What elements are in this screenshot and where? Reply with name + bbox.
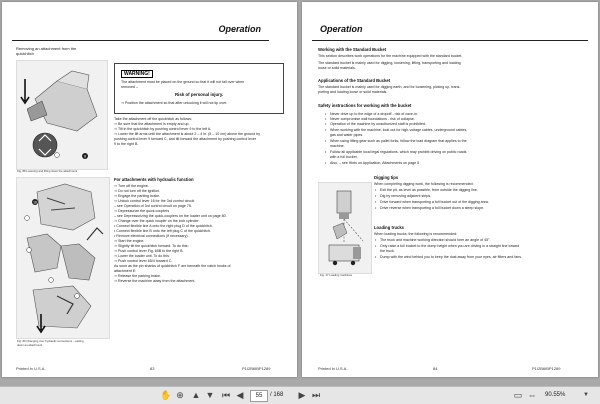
section-title: Working with the Standard Bucket <box>318 47 387 52</box>
prev-page-icon[interactable]: ◀ <box>236 390 244 400</box>
zoom-dropdown-icon[interactable]: ▼ <box>583 392 589 398</box>
section-title: Safety instructions for working with the bucket <box>318 103 412 108</box>
digging-bullet: • Dig by removing adjacent strips. <box>380 194 431 199</box>
footer-code: P1I2B6IBP1289 <box>532 366 561 371</box>
hand-tool-icon[interactable]: ✋ <box>160 390 172 400</box>
step-line: ⇒ Tilt in the quickhitch by pushing control lever 9 to the left A. <box>114 127 212 131</box>
hydraulic-step: ⇒ Start the engine. <box>114 239 145 243</box>
warning-box <box>114 63 284 114</box>
loading-bullet: • Only raise a full bucket to the dump height when you are driving in a straight line toward <box>380 244 519 249</box>
footer-printed: Printed in U.S.A. <box>318 366 348 371</box>
safety-bullet: • Never compromise wall foundations - risk of collapse. <box>330 117 415 122</box>
first-page-icon[interactable]: ⏮ <box>221 390 231 400</box>
zoom-level[interactable]: 90.55% <box>545 392 566 398</box>
viewer-toolbar <box>0 386 600 404</box>
page-header <box>312 22 588 41</box>
section-title: Applications of the Standard Bucket <box>318 78 391 83</box>
footer-printed: Printed in U.S.A. <box>16 366 46 371</box>
safety-bullet-cont: with a full bucket. <box>330 155 358 159</box>
loading-bullet-cont: the truck. <box>380 249 395 253</box>
digging-bullet: • Drive forward when transporting a full bucket out of the digging area. <box>380 200 489 205</box>
page-header <box>12 22 269 41</box>
fit-width-icon[interactable]: ⇔ <box>527 390 537 400</box>
svg-text:16: 16 <box>33 200 37 205</box>
header-title: Operation <box>218 24 261 34</box>
paragraph-line: The standard bucket is mainly used for digging, loosening, lifting, transporting and loading <box>318 61 461 65</box>
hydraulic-step: ⇒ Engage the parking brake. <box>114 194 161 198</box>
hydraulic-step: ⇒ Push control lever Fig. 65B to the right B. <box>114 249 184 253</box>
header-title: Operation <box>320 24 363 34</box>
subsection-title: Digging tips <box>374 175 399 180</box>
loading-bullet: • Dump with the wind behind you to keep the dust away from your eyes, air filters and fans. <box>380 255 522 260</box>
hydraulic-step: ⇒ Release the parking brake. <box>114 274 161 278</box>
safety-bullet: • Never drive up to the edge of a dropoff - risk of cave-in. <box>330 112 418 117</box>
safety-bullet: • Also, – see Hints on Application, Attachments on page 5 <box>330 161 419 166</box>
footer-code: P1I2B6IBP1289 <box>242 366 271 371</box>
svg-text:9: 9 <box>84 154 86 159</box>
hydraulic-step: ⇒ Change over the quick coupler on the lock cylinder: <box>114 219 200 223</box>
document-page-right <box>302 2 598 377</box>
paragraph-line: This section describes work operations for the machine equipped with the standard bucket. <box>318 54 463 58</box>
safety-bullet: • When working with the machine, look out for high-voltage cables, underground cables, <box>330 128 467 133</box>
hydraulic-step: – see Operation of 3rd control circuit on page 75. <box>114 204 192 208</box>
warning-text-cont: removed – <box>121 85 138 89</box>
total-pages: / 168 <box>270 392 284 398</box>
safety-bullet-cont: machine. <box>330 144 345 148</box>
paragraph-line: When completing digging work, the following is recommended: <box>374 182 474 186</box>
hydraulic-section-title: For attachments with hydraulic function <box>114 177 194 182</box>
section-title-cont: quickhitch <box>16 51 34 56</box>
hydraulic-step: ⇒ Turn off the engine. <box>114 184 149 188</box>
subsection-title: Loading trucks <box>374 225 405 230</box>
figure-hydraulic-connections <box>16 177 110 339</box>
figure-caption: Fig. 88 Lowering and lifting down the attachment <box>17 169 78 173</box>
hydraulic-step: attachment E: <box>114 269 137 273</box>
hydraulic-step: ⇒ Depressurize the quick couplers <box>114 209 170 213</box>
last-page-icon[interactable]: ⏭ <box>311 390 321 400</box>
loading-bullet: • The truck and machine working direction should form an angle of 45°. <box>380 238 491 243</box>
footer-page-number: 84 <box>433 366 438 371</box>
hydraulic-step: • Connect flexible line B onto the left plug C of the quickhitch. <box>114 229 211 233</box>
document-page-left <box>2 2 297 377</box>
step-line: pushing control lever 9 forward C, and tilt forward the attachment by pushing control lever <box>114 137 257 141</box>
paragraph-line: The standard bucket is mainly used for digging earth, and for loosening, picking up, trans- <box>318 85 461 89</box>
step-line: ⇒ Be sure that the attachment is empty and up. <box>114 122 190 126</box>
safety-bullet: • Follow all applicable local legal regulations, which may prohibit driving on public roads <box>330 150 466 155</box>
next-page-icon[interactable]: ▶ <box>298 390 306 400</box>
hydraulic-step: ⇒ Do not turn off the ignition. <box>114 189 161 193</box>
hydraulic-step: – see Depressurizing the quick-couplers on the loader unit on page 80. <box>114 214 227 218</box>
hydraulic-step: ⇒ Push control lever 65/4 forward C. <box>114 259 173 263</box>
paragraph-line: porting and loading loose or solid materials. <box>318 90 388 94</box>
hydraulic-step: ⇒ Unlock control lever 16 for the 3rd control circuit. <box>114 199 196 203</box>
page-up-icon[interactable]: ▲ <box>191 390 201 400</box>
warning-action: ⇒ Position the attachment so that after unlocking it will not tip over. <box>121 101 228 105</box>
hydraulic-step: • Connect flexible line A onto the right plug D of the quickhitch. <box>114 224 213 228</box>
warning-text: The attachment must be placed on the ground so that it will not fall over when <box>121 80 245 84</box>
digging-bullet: • Exit the pit, as level as possible, from outside the digging line. <box>380 188 478 193</box>
figure-caption-cont: down an attachment <box>17 343 43 347</box>
paragraph-line: When loading trucks, the following is recommended: <box>374 232 458 236</box>
safety-bullet-cont: gas and water pipes. <box>330 133 364 137</box>
hydraulic-step: ⇒ Reverse the machine away from the attachment. <box>114 279 196 283</box>
paragraph-line: loose or solid materials. <box>318 66 356 70</box>
page-number-input[interactable]: 55 <box>250 390 268 402</box>
figure-caption: Fig. 89 Changing over hydraulic connections – setting <box>17 339 84 343</box>
figure-attachment-lowering <box>16 60 108 170</box>
warning-risk: Risk of personal injury. <box>175 92 224 97</box>
page-down-icon[interactable]: ▼ <box>205 390 215 400</box>
step-line: ⇒ Lower the lift arms until the attachment is about 2 – 4 in. (5 – 10 cm) above the ground by <box>114 132 261 136</box>
digging-bullet: • Drive reverse when transporting a full bucket down a steep slope. <box>380 206 484 211</box>
safety-bullet: • When using lifting gear such as pallet forks, follow the load diagram that applies to the <box>330 139 467 144</box>
hydraulic-step: ⇒ Slightly tilt the quickhitch forward. To do this: <box>114 244 189 248</box>
fit-page-icon[interactable]: ▭ <box>513 390 523 400</box>
section-title: Removing an attachment from the <box>16 46 77 51</box>
figure-loading-machines <box>318 182 372 274</box>
warning-label: WARNING! <box>121 70 153 78</box>
hydraulic-step: • Remove electrical connections (if necessary). <box>114 234 189 238</box>
step-line: Take the attachment off the quickhitch as follows: <box>114 117 193 121</box>
hydraulic-step: ⇒ Lower the loader unit. To do this: <box>114 254 170 258</box>
figure-caption: Fig. 47 Loading machines <box>320 273 353 277</box>
safety-bullet: • Operation of the machine by unauthorized staff is prohibited. <box>330 122 426 127</box>
footer-page-number: 83 <box>150 366 155 371</box>
step-line: 9 to the right B. <box>114 142 139 146</box>
hydraulic-step: As soon as the pin shanks of quickhitch F are beneath the catch hooks of <box>114 264 231 268</box>
zoom-in-icon[interactable]: ⊕ <box>176 390 184 400</box>
